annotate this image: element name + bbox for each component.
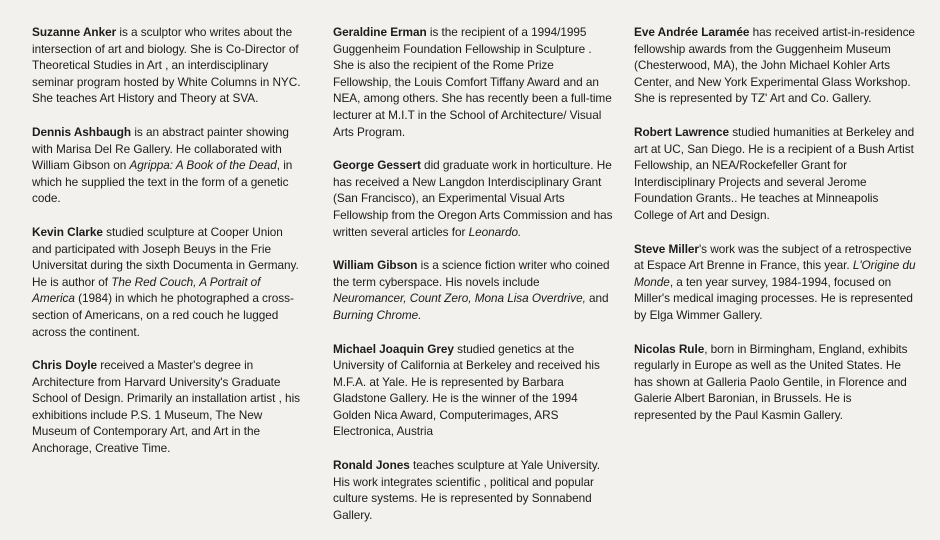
- bio-text: studied sculpture at Cooper Union and participated with Joseph Beuys in the Frie Universitat during the sixth Documenta in Germany. He is author of: [32, 224, 299, 289]
- artist-bio: [634, 241, 916, 324]
- artist-bio: [333, 341, 613, 441]
- artist-name: William Gibson: [333, 258, 418, 273]
- bio-text: (1984) in which he photographed a cross-section of Americans, on a red couch he lugged across the continent.: [32, 291, 294, 339]
- artist-name: Ronald Jones: [333, 458, 410, 473]
- artist-name: Dennis Ashbaugh: [32, 124, 132, 139]
- bio-text: , in which he supplied the text in the form of a genetic code.: [32, 158, 293, 206]
- bio-text: , a ten year survey, 1984-1994, focused on Miller's medical imaging processes. He is represented by Elga Wimmer Gallery.: [634, 274, 913, 322]
- work-title: Neuromancer, Count Zero, Mona Lisa Overdrive,: [333, 291, 586, 306]
- work-title: The Red Couch, A Portrait of America: [32, 274, 261, 306]
- bio-text: , born in Birmingham, England, exhibits regularly in Europe as well as the United States. He has shown at Galleria Paolo Gentile, in Florence and Galerie Albert Baronian, in Brussels. He is represented by the Paul Kasmin Gallery.: [634, 341, 908, 422]
- bio-text: is a science fiction writer who coined the term cyberspace. His novels include: [333, 258, 610, 289]
- work-title: Leonardo.: [468, 224, 522, 239]
- bio-text: studied humanities at Berkeley and art at UC, San Diego. He is a recipient of a Bush Artist Fellowship, an NEA/Rockefeller Grant for Interdisciplinary Projects and several Jerome Foundation Grants.. He teaches at Minneapolis College of Art and Design.: [634, 124, 915, 222]
- bio-text: 's work was the subject of a retrospective at Espace Art Brenne in France, this year.: [634, 241, 912, 273]
- bio-text: studied genetics at the University of California at Berkeley and received his M.F.A. at Yale. He is represented by Barbara Gladstone Gallery. He is the winner of the 1994 Golden Nica Award, Computerimages, ARS Electronica, Austria: [333, 341, 600, 439]
- bio-text: and: [585, 291, 609, 306]
- artist-name: Kevin Clarke: [32, 224, 103, 239]
- work-title: Agrippa: A Book of the Dead: [129, 158, 277, 173]
- artist-bio: [333, 257, 613, 323]
- artist-name: Robert Lawrence: [634, 124, 729, 139]
- bio-text: is the recipient of a 1994/1995 Guggenheim Foundation Fellowship in Sculpture . She is also the recipient of the Rome Prize Fellowship, the Louis Comfort Tiffany Award and an NEA, among others. She has recently been a full-time lecturer at M.I.T in the School of Architecture/ Visual Arts Program.: [333, 25, 612, 139]
- artist-bio: [333, 457, 613, 523]
- artist-bio: [634, 124, 916, 224]
- bio-text: is an abstract painter showing with Marisa Del Re Gallery. He collaborated with William Gibson on: [32, 124, 289, 173]
- bio-text: did graduate work in horticulture. He has received a New Langdon Interdisciplinary Grant (San Francisco), an Experimental Visual Arts Fellowship from the Oregon Arts Commission and has written several articles for: [333, 158, 613, 239]
- bio-text: has received artist-in-residence fellowship awards from the Guggenheim Museum (Chesterwood, MA), the John Michael Kohler Arts Center, and New York Experimental Glass Workshop. She is represented by TZ' Art and Co. Gallery.: [634, 25, 915, 106]
- artist-name: Geraldine Erman: [333, 25, 427, 39]
- work-title: Burning Chrome.: [333, 307, 422, 322]
- artist-name: Suzanne Anker: [32, 25, 117, 39]
- artist-name: Nicolas Rule: [634, 341, 705, 356]
- artist-bio: [634, 341, 916, 424]
- bio-column-2: [333, 24, 613, 540]
- artist-bio: [333, 157, 613, 240]
- artist-name: Eve Andrée Laramée: [634, 25, 750, 39]
- bio-text: is a sculptor who writes about the intersection of art and biology. She is Co-Director of Theoretical Studies in Art , an interdisciplinary seminar program hosted by White Columns in NYC. She teaches Art History and Theory at SVA.: [32, 25, 301, 106]
- artist-bio: [333, 24, 613, 140]
- bio-text: teaches sculpture at Yale University. His work integrates scientific , political and popular culture systems. He is represented by Sonnabend Gallery.: [333, 458, 600, 522]
- artist-bio: [32, 357, 304, 457]
- work-title: L'Origine du Monde: [634, 258, 916, 289]
- artist-bio: [634, 24, 916, 107]
- artist-name: Chris Doyle: [32, 358, 98, 373]
- bio-column-1: [32, 24, 304, 474]
- artist-bio: [32, 224, 304, 340]
- artist-name: Steve Miller: [634, 241, 699, 256]
- artist-bio: [32, 124, 304, 207]
- artist-name: Michael Joaquin Grey: [333, 341, 454, 356]
- artist-bio: [32, 24, 304, 107]
- bio-column-3: [634, 24, 916, 440]
- bio-text: received a Master's degree in Architecture from Harvard University's Graduate School of Design. Primarily an installation artist , his exhibitions include P.S. 1 Museum, The New Museum of Contemporary Art, and Art in the Anchorage, Creative Time.: [32, 358, 300, 456]
- artist-name: George Gessert: [333, 158, 421, 173]
